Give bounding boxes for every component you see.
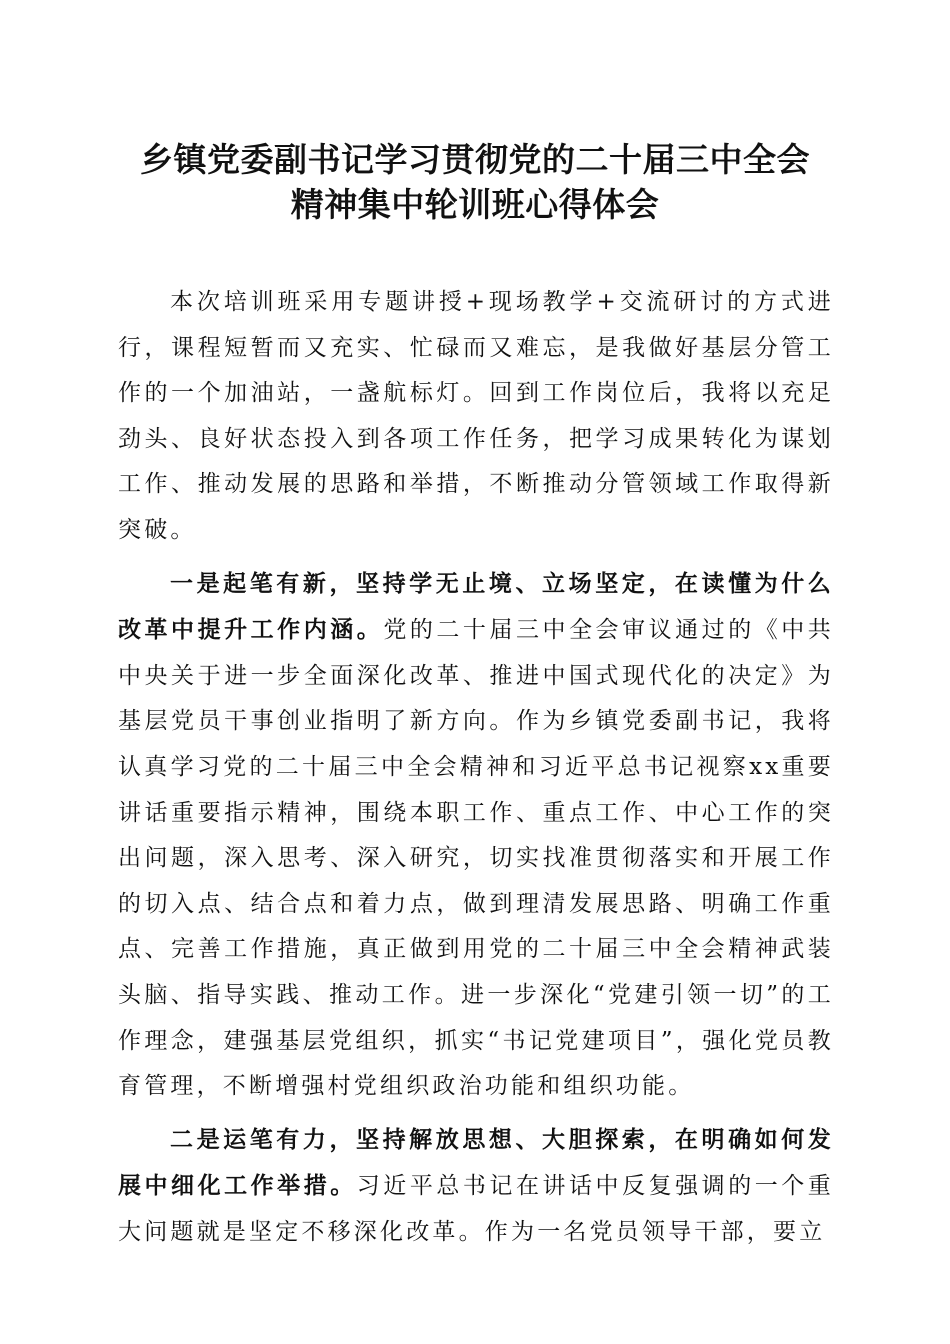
paragraph-lead: 二是运笔有力，坚持解放思想、大胆探索，在明确如何发展中细化工作举措。 bbox=[118, 1125, 834, 1200]
document-title bbox=[100, 137, 850, 227]
document-body bbox=[118, 280, 834, 1262]
title-line-1: 乡镇党委副书记学习贯彻党的二十届三中全会 bbox=[140, 140, 810, 179]
paragraph-text: 本次培训班采用专题讲授+现场教学+交流研讨的方式进行，课程短暂而又充实、忙碌而又难忘，是我做好基层分管工作的一个加油站，一盏航标灯。回到工作岗位后，我将以充足劲头、良好状态投入到各项工作任务，把学习成果转化为谋划工作、推动发展的思路和举措，不断推动分管领域工作取得新突破。 bbox=[118, 289, 834, 543]
paragraph-text: 党的二十届三中全会审议通过的《中共中央关于进一步全面深化改革、推进中国式现代化的决定》为基层党员干事创业指明了新方向。作为乡镇党委副书记，我将认真学习党的二十届三中全会精神和习近平总书记视察xx重要讲话重要指示精神，围绕本职工作、重点工作、中心工作的突出问题，深入思考、深入研究，切实找准贯彻落实和开展工作的切入点、结合点和着力点，做到理清发展思路、明确工作重点、完善工作措施，真正做到用党的二十届三中全会精神武装头脑、指导实践、推动工作。进一步深化“党建引领一切”的工作理念，建强基层党组织，抓实“书记党建项目”，强化党员教育管理，不断增强村党组织政治功能和组织功能。 bbox=[118, 617, 835, 1100]
paragraph-lead: 一是起笔有新，坚持学无止境、立场坚定，在读懂为什么改革中提升工作内涵。 bbox=[118, 569, 834, 644]
paragraph-point-two bbox=[118, 1117, 834, 1256]
paragraph-text: 习近平总书记在讲话中反复强调的一个重大问题就是坚定不移深化改革。作为一名党员领导干部，要立 bbox=[118, 1173, 834, 1245]
title-line-2: 精神集中轮训班心得体会 bbox=[290, 185, 660, 224]
paragraph-point-one bbox=[118, 561, 834, 1110]
paragraph-intro bbox=[118, 280, 834, 554]
